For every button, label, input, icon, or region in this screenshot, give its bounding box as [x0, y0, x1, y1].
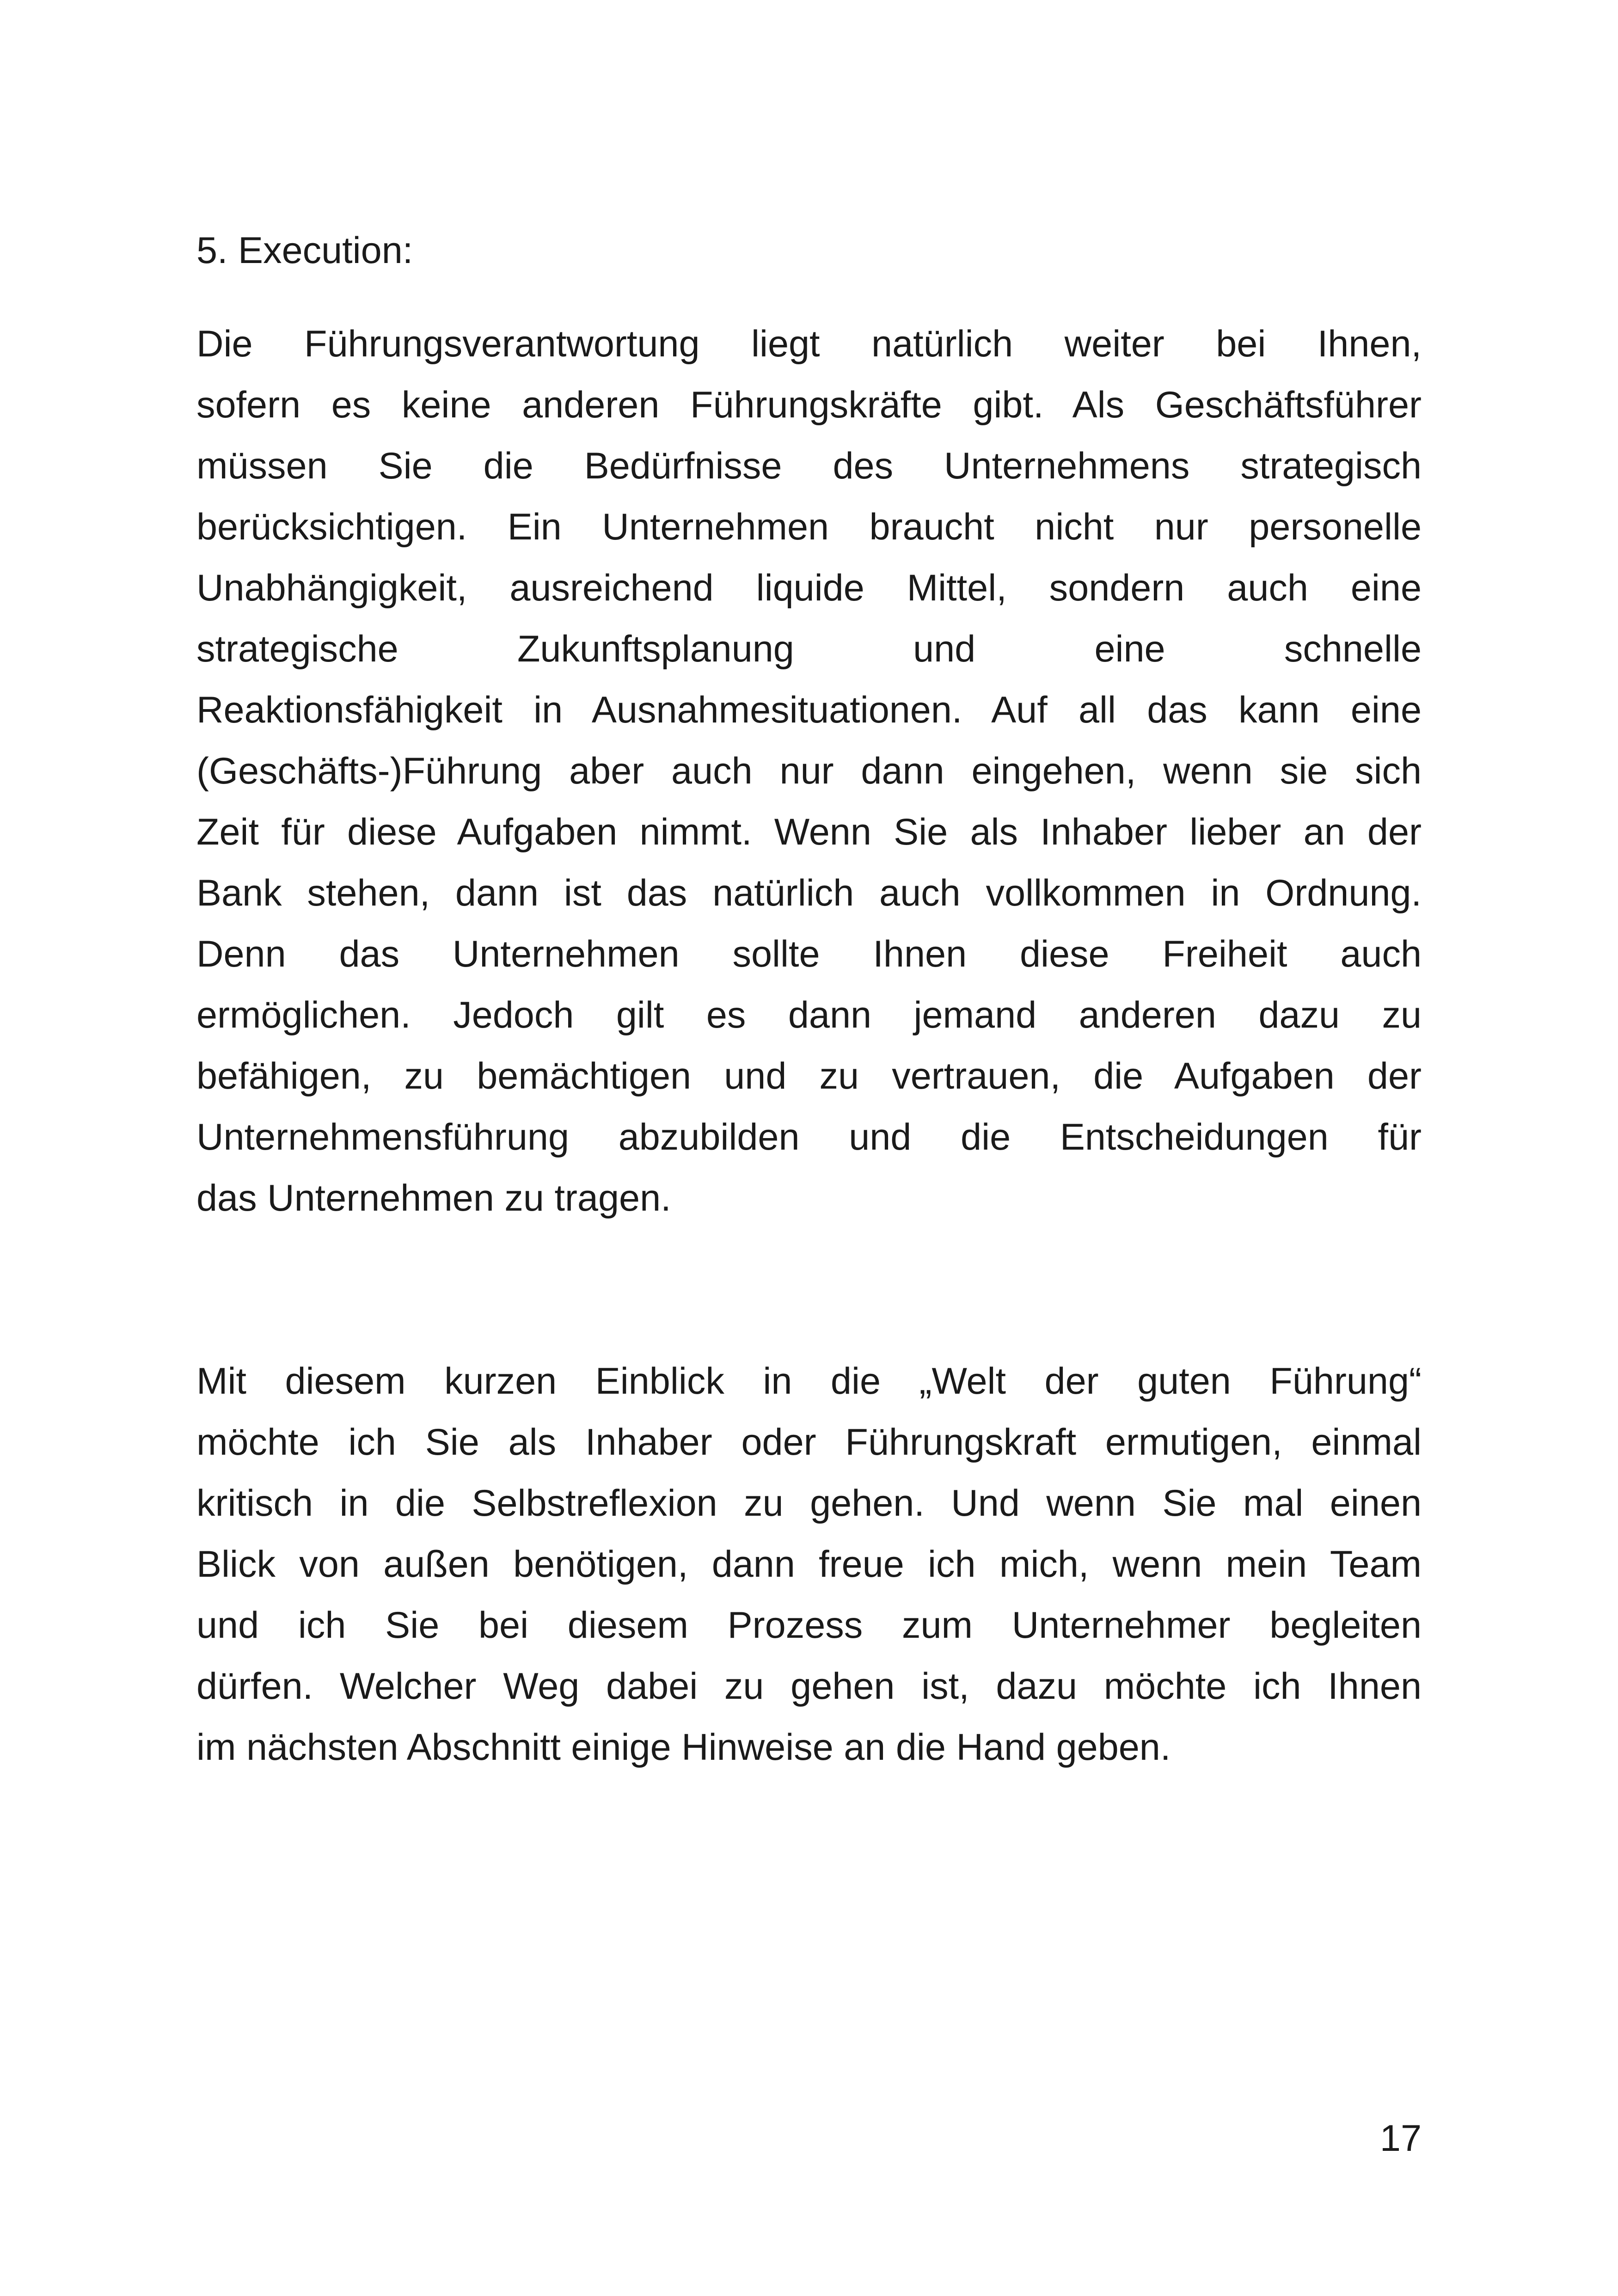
- text-line: Die Führungsverantwortung liegt natürlich weiter bei Ihnen,: [196, 323, 1422, 365]
- text-line: berücksichtigen. Ein Unternehmen braucht nicht nur personelle: [196, 506, 1422, 548]
- text-line: Blick von außen benötigen, dann freue ich mich, wenn mein Team: [196, 1543, 1422, 1585]
- paragraph-leadership-responsibility: [196, 313, 1422, 1229]
- text-line: das Unternehmen zu tragen.: [196, 1177, 671, 1219]
- text-line: Reaktionsfähigkeit in Ausnahmesituationen. Auf all das kann eine: [196, 689, 1422, 731]
- text-line: Zeit für diese Aufgaben nimmt. Wenn Sie als Inhaber lieber an der: [196, 811, 1422, 853]
- text-line: Bank stehen, dann ist das natürlich auch vollkommen in Ordnung.: [196, 872, 1422, 914]
- text-line: strategische Zukunftsplanung und eine schnelle: [196, 628, 1422, 670]
- text-line: dürfen. Welcher Weg dabei zu gehen ist, dazu möchte ich Ihnen: [196, 1665, 1422, 1707]
- text-line: sofern es keine anderen Führungskräfte gibt. Als Geschäftsführer: [196, 384, 1422, 426]
- text-line: kritisch in die Selbstreflexion zu gehen. Und wenn Sie mal einen: [196, 1482, 1422, 1524]
- text-line: müssen Sie die Bedürfnisse des Unternehmens strategisch: [196, 445, 1422, 487]
- text-line: befähigen, zu bemächtigen und zu vertrauen, die Aufgaben der: [196, 1055, 1422, 1097]
- page-number: 17: [1379, 2118, 1422, 2159]
- text-line: im nächsten Abschnitt einige Hinweise an die Hand geben.: [196, 1727, 1171, 1768]
- text-line: Unabhängigkeit, ausreichend liquide Mittel, sondern auch eine: [196, 567, 1422, 609]
- text-line: möchte ich Sie als Inhaber oder Führungskraft ermutigen, einmal: [196, 1421, 1422, 1463]
- text-line: und ich Sie bei diesem Prozess zum Unternehmer begleiten: [196, 1604, 1422, 1646]
- text-line: (Geschäfts-)Führung aber auch nur dann eingehen, wenn sie sich: [196, 750, 1422, 792]
- text-line: Denn das Unternehmen sollte Ihnen diese Freiheit auch: [196, 933, 1422, 975]
- paragraph-closing: [196, 1351, 1422, 1778]
- text-line: Mit diesem kurzen Einblick in die „Welt der guten Führung“: [196, 1360, 1422, 1402]
- text-line: ermöglichen. Jedoch gilt es dann jemand anderen dazu zu: [196, 994, 1422, 1036]
- section-heading: 5. Execution:: [196, 230, 413, 271]
- text-line: Unternehmensführung abzubilden und die Entscheidungen für: [196, 1116, 1422, 1158]
